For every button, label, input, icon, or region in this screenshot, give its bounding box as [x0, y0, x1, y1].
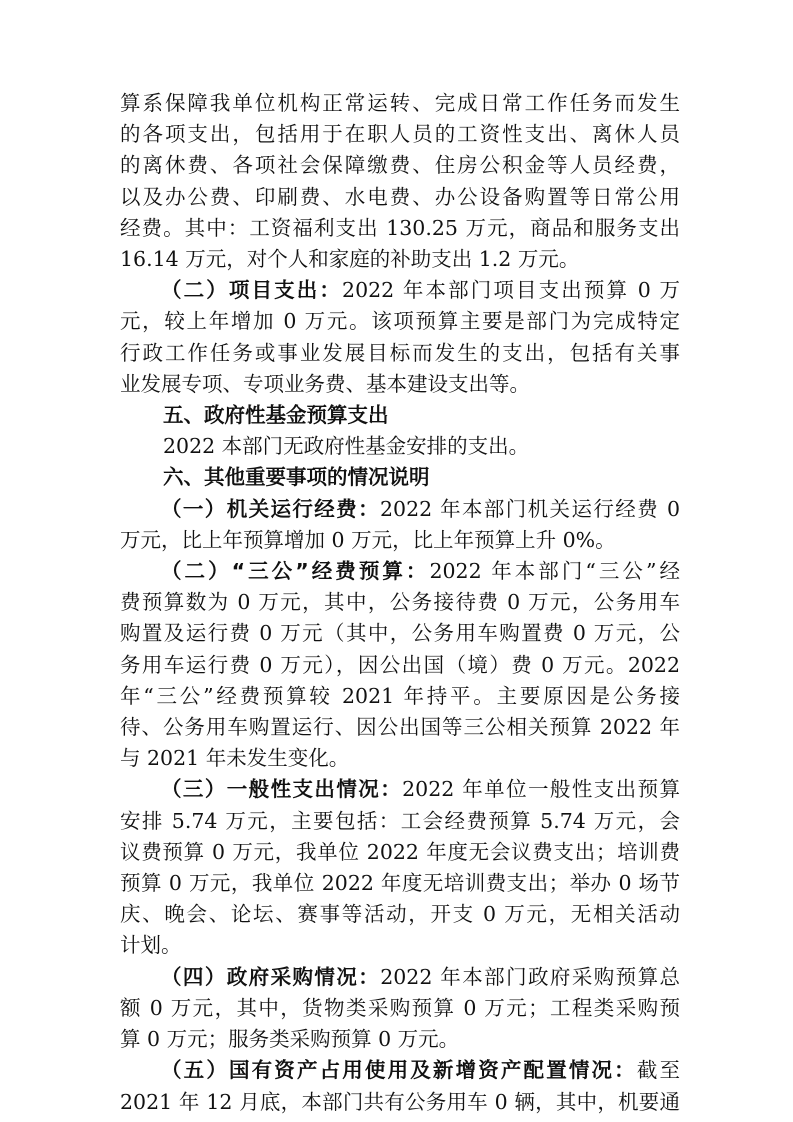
- body-line: 预算 0 万元，我单位 2022 年度无培训费支出；举办 0 场节: [120, 871, 680, 896]
- state-assets-text: 截至: [636, 1058, 681, 1083]
- three-public-line: [120, 556, 680, 587]
- body-line: 万元，比上年预算增加 0 万元，比上年预算上升 0%。: [120, 527, 616, 552]
- procurement-line: [120, 962, 680, 993]
- operating-cost-label: （一）机关运行经费：: [161, 496, 380, 521]
- operating-cost-line: [120, 494, 680, 525]
- body-line: 计划。: [120, 933, 182, 958]
- body-line: 庆、晚会、论坛、赛事等活动，开支 0 万元，无相关活动: [120, 902, 680, 927]
- three-public-label: （二）“三公”经费预算：: [161, 559, 430, 584]
- body-line: 安排 5.74 万元，主要包括：工会经费预算 5.74 万元，会: [120, 808, 680, 833]
- body-line: 年“三公”经费预算较 2021 年持平。主要原因是公务接: [120, 683, 680, 708]
- body-line: 经费。其中：工资福利支出 130.25 万元，商品和服务支出: [120, 215, 680, 240]
- body-line: 费预算数为 0 万元，其中，公务接待费 0 万元，公务用车: [120, 590, 680, 615]
- project-expenditure-text: 2022 年本部门项目支出预算 0 万: [342, 278, 681, 303]
- body-line: 元，较上年增加 0 万元。该项预算主要是部门为完成特定: [120, 309, 680, 334]
- body-line: 的各项支出，包括用于在职人员的工资性支出、离休人员: [120, 122, 680, 147]
- body-line: 算 0 万元；服务类采购预算 0 万元。: [120, 1027, 460, 1052]
- procurement-label: （四）政府采购情况：: [161, 964, 381, 989]
- body-line: 与 2021 年未发生变化。: [120, 746, 350, 771]
- body-line: 务用车运行费 0 万元），因公出国（境）费 0 万元。2022: [120, 652, 680, 677]
- state-assets-label: （五）国有资产占用使用及新增资产配置情况：: [161, 1058, 637, 1083]
- body-line: 购置及运行费 0 万元（其中，公务用车购置费 0 万元，公: [120, 621, 680, 646]
- section-5-text: 2022 本部门无政府性基金安排的支出。: [163, 434, 530, 459]
- general-expense-line: [120, 774, 680, 805]
- three-public-text: 2022 年本部门“三公”经: [429, 559, 680, 584]
- body-line: 2021 年 12 月底，本部门共有公务用车 0 辆，其中，机要通: [120, 1089, 680, 1114]
- section-heading-6: 六、其他重要事项的情况说明: [163, 465, 430, 490]
- body-line: 以及办公费、印刷费、水电费、办公设备购置等日常公用: [120, 184, 680, 209]
- body-line: 额 0 万元，其中，货物类采购预算 0 万元；工程类采购预: [120, 995, 680, 1020]
- state-assets-line: [120, 1055, 680, 1086]
- section-heading-5: 五、政府性基金预算支出: [163, 403, 389, 428]
- document-page: [120, 88, 680, 1118]
- body-line: 议费预算 0 万元，我单位 2022 年度无会议费支出；培训费: [120, 839, 680, 864]
- project-expenditure-label: （二）项目支出：: [161, 278, 343, 303]
- body-line: 行政工作任务或事业发展目标而发生的支出，包括有关事: [120, 340, 680, 365]
- body-line: 待、公务用车购置运行、因公出国等三公相关预算 2022 年: [120, 715, 680, 740]
- project-expenditure-line: [120, 275, 680, 306]
- general-expense-text: 2022 年单位一般性支出预算: [402, 777, 681, 802]
- body-line: 16.14 万元，对个人和家庭的补助支出 1.2 万元。: [120, 247, 580, 272]
- procurement-text: 2022 年本部门政府采购预算总: [380, 964, 681, 989]
- body-line: 算系保障我单位机构正常运转、完成日常工作任务而发生: [120, 91, 680, 115]
- body-line: 业发展专项、专项业务费、基本建设支出等。: [120, 371, 530, 396]
- general-expense-label: （三）一般性支出情况：: [161, 777, 403, 802]
- body-line: 的离休费、各项社会保障缴费、住房公积金等人员经费，: [120, 153, 680, 178]
- operating-cost-text: 2022 年本部门机关运行经费 0: [379, 496, 681, 521]
